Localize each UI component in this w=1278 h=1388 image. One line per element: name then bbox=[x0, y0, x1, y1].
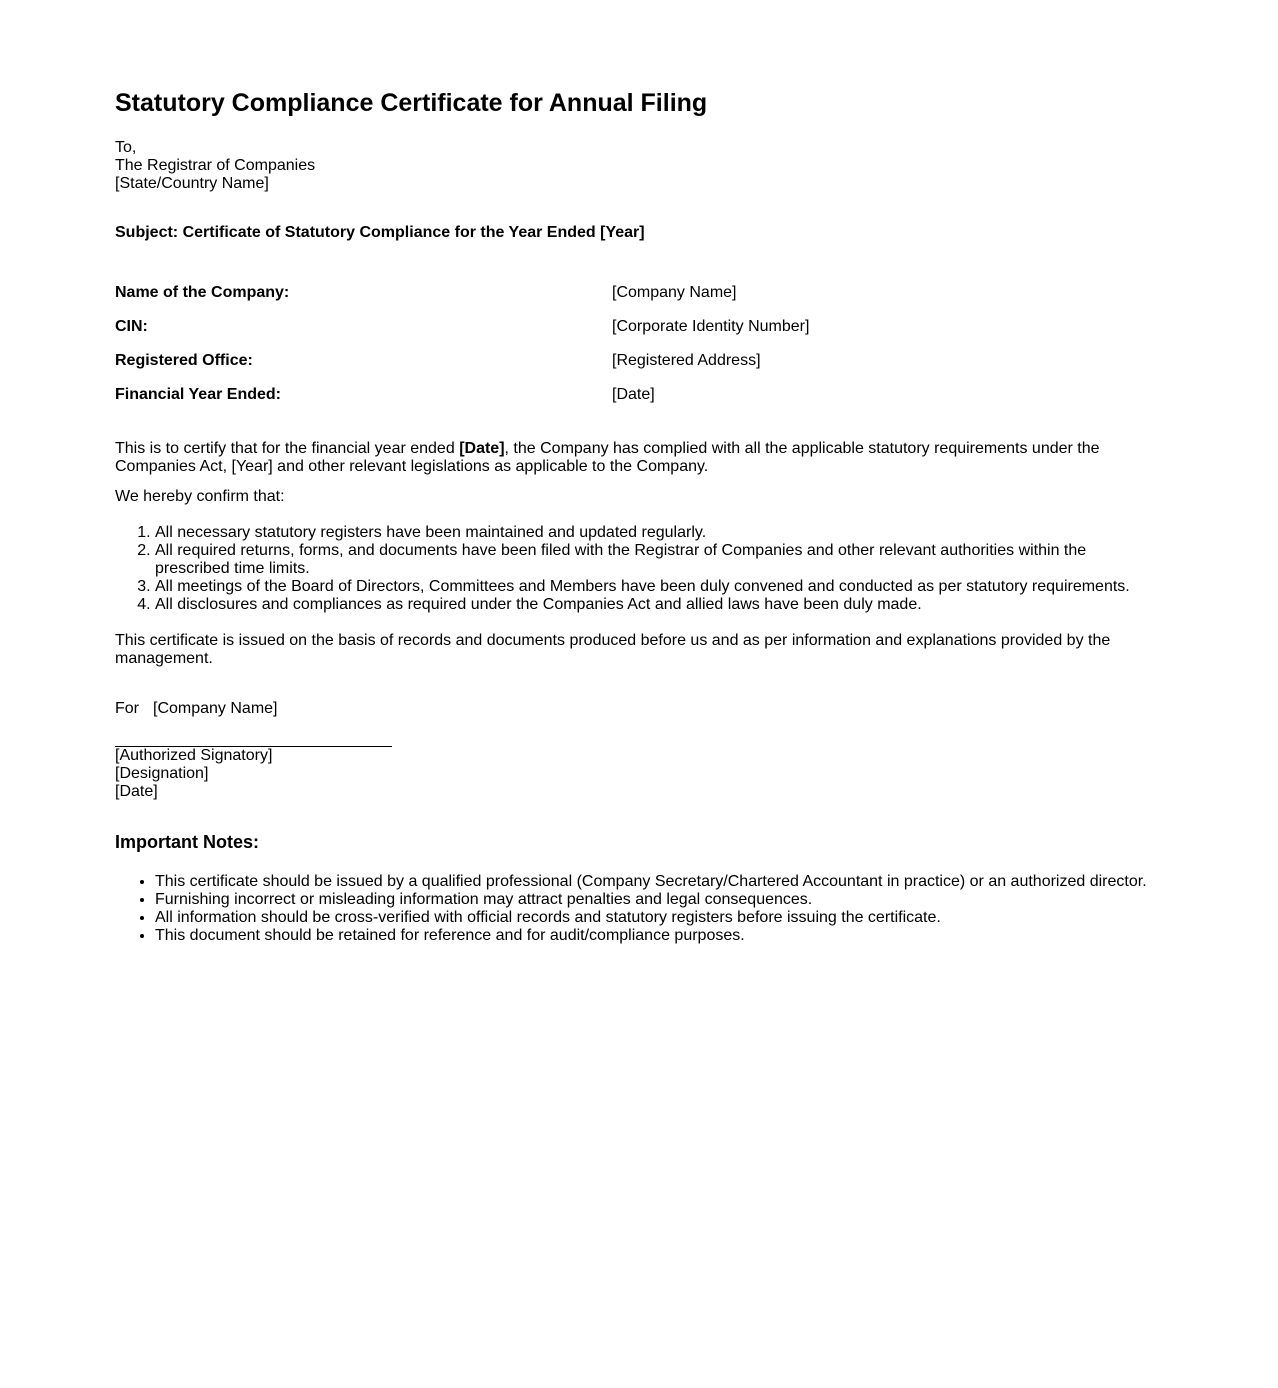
table-row bbox=[115, 310, 1163, 344]
confirmation-item: 2. All required returns, forms, and documents have been filed with the Registrar of Companies and other relevant authorities within the prescribed time limits. bbox=[155, 542, 1163, 578]
row-label: Financial Year Ended: bbox=[115, 386, 281, 403]
row-label: CIN: bbox=[115, 318, 148, 335]
recipient-location: [State/Country Name] bbox=[115, 175, 269, 192]
signatory-designation: [Designation] bbox=[115, 765, 209, 782]
row-label: Registered Office: bbox=[115, 352, 253, 369]
table-row bbox=[115, 276, 1163, 310]
notes-heading: Important Notes: bbox=[115, 832, 259, 852]
notes-list bbox=[115, 873, 1163, 945]
basis-paragraph: This certificate is issued on the basis of records and documents produced before us and as per information and explanations provided by the management. bbox=[115, 632, 1111, 667]
confirmation-item: 1. All necessary statutory registers have been maintained and updated regularly. bbox=[155, 524, 1163, 542]
table-row bbox=[115, 344, 1163, 378]
row-value: [Date] bbox=[612, 386, 655, 403]
recipient-salutation: To, bbox=[115, 139, 137, 156]
note-item: • This certificate should be issued by a qualified professional (Company Secretary/Chartered Accountant in practice) or an authorized director. bbox=[155, 873, 1163, 891]
date-placeholder: [Date] bbox=[459, 440, 505, 457]
confirmation-item: 3. All meetings of the Board of Directors, Committees and Members have been duly convened and conducted as per statutory requirements. bbox=[155, 578, 1163, 596]
confirm-heading: We hereby confirm that: bbox=[115, 488, 285, 505]
closing-for-line bbox=[115, 700, 1163, 718]
row-label: Name of the Company: bbox=[115, 284, 290, 301]
row-value: [Corporate Identity Number] bbox=[612, 318, 810, 335]
note-item: • All information should be cross-verified with official records and statutory registers before issuing the certificate. bbox=[155, 909, 1163, 927]
certification-continuation: , the Company has complied with all the applicable statutory requirements under the Companies Act, [Year] and other relevant legislations as applicable to the Company. bbox=[115, 440, 1100, 475]
note-item: • This document should be retained for reference and for audit/compliance purposes. bbox=[155, 927, 1163, 945]
subject-line: Subject: Certificate of Statutory Compliance for the Year Ended [Year] bbox=[115, 224, 645, 241]
confirmation-item: 4. All disclosures and compliances as required under the Companies Act and allied laws have been duly made. bbox=[155, 596, 1163, 614]
row-value: [Company Name] bbox=[612, 284, 737, 301]
certification-intro: This is to certify that for the financial year ended bbox=[115, 440, 455, 457]
recipient-name: The Registrar of Companies bbox=[115, 157, 316, 174]
recipient-block bbox=[115, 139, 1163, 193]
signature-block bbox=[115, 746, 1163, 801]
note-item: • Furnishing incorrect or misleading information may attract penalties and legal consequences. bbox=[155, 891, 1163, 909]
row-value: [Registered Address] bbox=[612, 352, 761, 369]
signatory-name: [Authorized Signatory] bbox=[115, 747, 273, 764]
signatory-date: [Date] bbox=[115, 783, 158, 800]
certification-paragraph bbox=[115, 440, 1163, 476]
table-row bbox=[115, 378, 1163, 412]
page-title: Statutory Compliance Certificate for Annual Filing bbox=[115, 89, 708, 117]
details-table bbox=[115, 276, 1163, 412]
confirmations-list bbox=[115, 524, 1163, 614]
for-label: For bbox=[115, 700, 139, 717]
company-name-placeholder: [Company Name] bbox=[153, 700, 278, 717]
